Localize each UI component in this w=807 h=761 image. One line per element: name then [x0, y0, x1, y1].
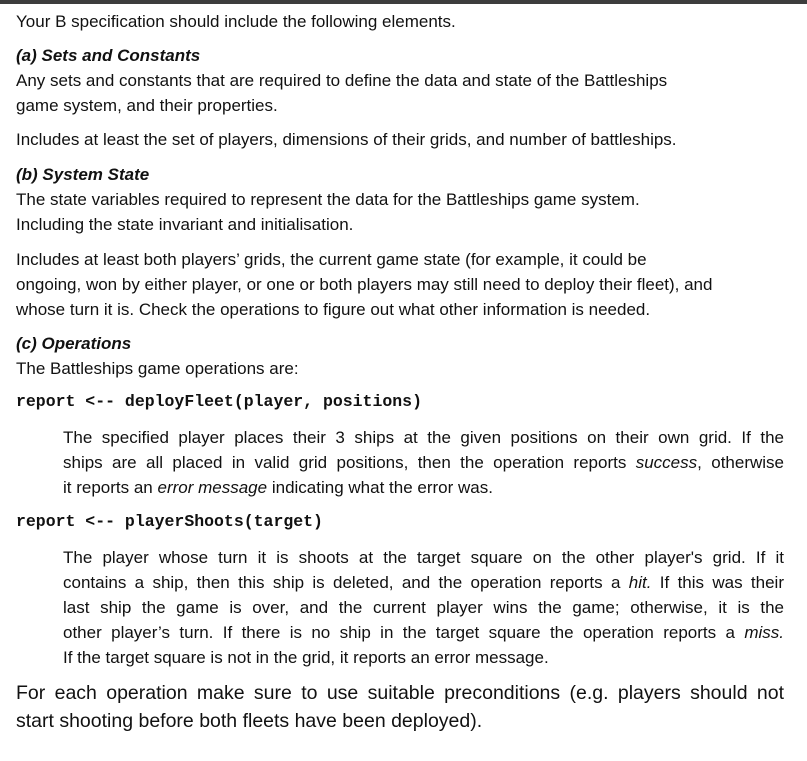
player-shoots-line-4: other player’s turn. If there is no ship in the target square the operation reports a miss.: [63, 623, 784, 642]
top-border: [0, 0, 807, 4]
document-body: [16, 9, 784, 735]
section-b-note-3: whose turn it is. Check the operations to figure out what other information is needed.: [16, 300, 651, 319]
section-c-heading: (c) Operations: [16, 334, 132, 353]
deploy-fleet-signature: report <-- deployFleet(player, positions): [16, 392, 422, 411]
footer-line-1: For each operation make sure to use suitable preconditions (e.g. players should not: [16, 682, 784, 704]
section-a-line-2: game system, and their properties.: [16, 96, 278, 115]
section-a-line-1: Any sets and constants that are required to define the data and state of the Battleships: [16, 71, 668, 90]
player-shoots-line-3: last ship the game is over, and the current player wins the game; otherwise, it is the: [63, 598, 784, 617]
section-b-line-2: Including the state invariant and initialisation.: [16, 215, 354, 234]
section-a-note: Includes at least the set of players, dimensions of their grids, and number of battleships.: [16, 130, 677, 149]
section-a-heading: (a) Sets and Constants: [16, 46, 201, 65]
section-b-note-2: ongoing, won by either player, or one or both players may still need to deploy their fleet), and: [16, 275, 713, 294]
section-b-note-1: Includes at least both players’ grids, the current game state (for example, it could be: [16, 250, 647, 269]
player-shoots-line-2: contains a ship, then this ship is deleted, and the operation reports a hit. If this was their: [63, 573, 784, 592]
intro-text: Your B specification should include the following elements.: [16, 12, 456, 31]
section-b-line-1: The state variables required to represent the data for the Battleships game system.: [16, 190, 640, 209]
section-c-intro: The Battleships game operations are:: [16, 359, 299, 378]
deploy-fleet-line-2: ships are all placed in valid grid positions, then the operation reports success, otherwise: [63, 453, 784, 472]
deploy-fleet-line-3: it reports an error message indicating what the error was.: [63, 478, 493, 497]
player-shoots-line-1: The player whose turn it is shoots at the target square on the other player's grid. If it: [63, 548, 784, 567]
player-shoots-signature: report <-- playerShoots(target): [16, 512, 323, 531]
player-shoots-description: [16, 545, 784, 670]
section-b-heading: (b) System State: [16, 165, 150, 184]
player-shoots-line-5: If the target square is not in the grid, it reports an error message.: [63, 648, 549, 667]
footer-line-2: start shooting before both fleets have been deployed).: [16, 710, 483, 732]
deploy-fleet-description: [16, 425, 784, 500]
deploy-fleet-line-1: The specified player places their 3 ships at the given positions on their own grid. If the: [63, 428, 784, 447]
